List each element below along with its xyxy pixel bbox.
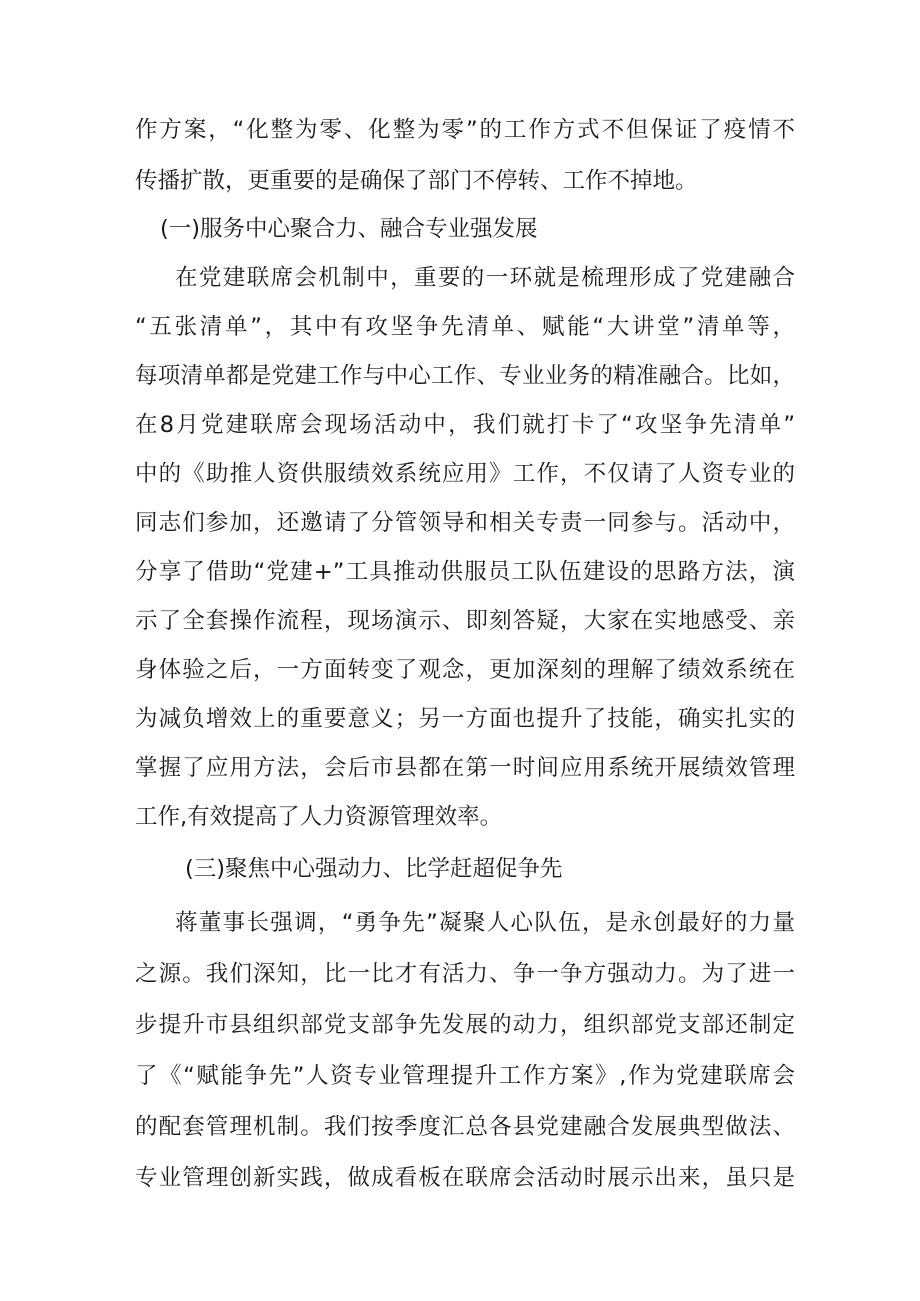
paragraph-2-line-4: 在8月党建联席会现场活动中，我们就打卡了“攻坚争先清单” [135,412,795,438]
paragraph-3-line-3: 步提升市县组织部党支部争先发展的动力，组织部党支部还制定 [135,1012,795,1038]
paragraph-2-line-1: 在党建联席会机制中，重要的一环就是梳理形成了党建融合 [175,265,795,291]
section-heading-1: (一)服务中心聚合力、融合专业强发展 [160,216,538,242]
section-heading-2: (三)聚焦中心强动力、比学赶超促争先 [185,856,563,882]
paragraph-2-line-2: “五张清单”，其中有攻坚争先清单、赋能“大讲堂”清单等， [135,314,795,340]
paragraph-2-line-12: 工作,有效提高了人力资源管理效率。 [135,804,503,830]
paragraph-2-line-6: 同志们参加，还邀请了分管领导和相关专责一同参与。活动中， [135,510,795,536]
paragraph-3-line-4: 了《“赋能争先”人资专业管理提升工作方案》,作为党建联席会 [135,1063,795,1089]
paragraph-3-line-2: 之源。我们深知，比一比才有活力、争一争方强动力。为了进一 [135,961,795,987]
paragraph-3-line-1: 蒋董事长强调，“勇争先”凝聚人心队伍，是永创最好的力量 [175,910,795,936]
paragraph-2-line-5: 中的《助推人资供服绩效系统应用》工作，不仅请了人资专业的 [135,461,795,487]
paragraph-2-line-10: 为减负增效上的重要意义；另一方面也提升了技能，确实扎实的 [135,706,795,732]
paragraph-3-line-6: 专业管理创新实践，做成看板在联席会活动时展示出来，虽只是 [135,1165,795,1191]
paragraph-3-line-5: 的配套管理机制。我们按季度汇总各县党建融合发展典型做法、 [135,1114,795,1140]
paragraph-1-line-2: 传播扩散，更重要的是确保了部门不停转、工作不掉地。 [135,168,698,194]
paragraph-2-line-8: 示了全套操作流程，现场演示、即刻答疑，大家在实地感受、亲 [135,608,795,634]
paragraph-2-line-11: 掌握了应用方法，会后市县都在第一时间应用系统开展绩效管理 [135,755,795,781]
paragraph-2-line-7: 分享了借助“党建+”工具推动供服员工队伍建设的思路方法，演 [135,559,795,585]
paragraph-2-line-3: 每项清单都是党建工作与中心工作、专业业务的精准融合。比如， [135,363,795,389]
paragraph-1-line-1: 作方案，“化整为零、化整为零”的工作方式不但保证了疫情不 [135,117,795,143]
paragraph-2-line-9: 身体验之后，一方面转变了观念，更加深刻的理解了绩效系统在 [135,657,795,683]
